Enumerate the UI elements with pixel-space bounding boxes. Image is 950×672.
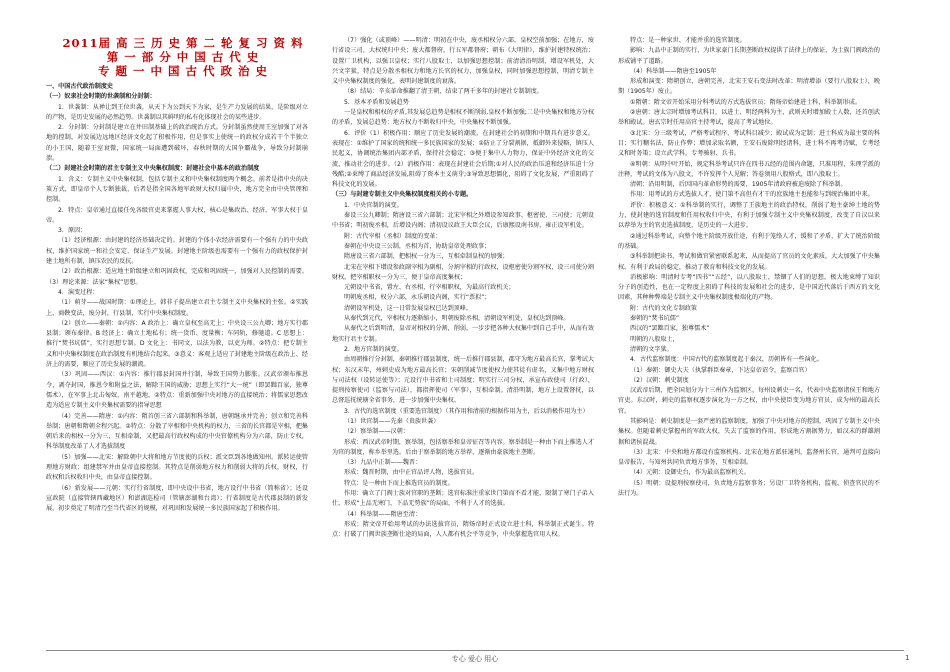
paragraph: （5）加强——北宋：解除朝中大将和地方节度使的兵权；派文臣到各地做知州。派转运使管理地方财政；组建禁军并由皇帝直接控制。其特点是削弱地方权力和削弱大将的兵权，财权，行政权和兵权收归中央，由皇帝直接控制。 xyxy=(46,453,308,482)
paragraph: （3）九品中正制——魏晋： xyxy=(344,459,422,467)
paragraph: （2）汉朝：刺史制度 xyxy=(630,376,689,384)
paragraph: 北宋在宰相下增设参政副宰相为副相，分割宰相的行政权，设枢密使分割军权，设三司使分割财权。把宰相职权一分为三，便于皇帝高度集权； xyxy=(332,263,594,281)
paragraph: （1）萌芽——战国时期：①理论上，韩非子提出建立君主专制主义中央集权的主张。②实践上，商鞅变法，废分封，行县制，实行中央集权制度。 xyxy=(46,299,308,317)
column-middle xyxy=(332,36,594,648)
paragraph: 形成：隋文帝开始用考试的办法选拔官员，隋炀帝时正式设立进士科，科举制正式诞生。特点：打破了门阀世族垄断仕途的局面，人人都有机会平等竞争，中央掌握选官用人权。 xyxy=(332,520,594,539)
paragraph: 形成和演变：隋朝创立，唐朝完善，北宋王安石变法时改革；明清增添（要行八股取士），晚期（1905年）废止。 xyxy=(618,78,880,96)
paragraph: （4）科举制——隋唐至1905年 xyxy=(630,67,717,75)
paragraph: 作用：用考试的方式选拔人才，使门第不高但有才干的庶族地主也能参与到统治集团中来。 xyxy=(630,191,874,199)
paragraph: 秦设三公九卿制；隋唐设三省六部制；北宋宰相之外增设参知政事、枢密使、三司使；元朝设中书省；明初废丞相，后增设内阁；清初设议政王大臣会议，后康熙设南书房，雍正设军机处。 xyxy=(332,212,594,230)
paragraph: ②唐朝：唐太宗时增加考试科目，以进士、明经两科为主，武则天时增加殿士人数，还首创武举和殿试。唐玄宗时任用高官主持考试，提高了考试地位。 xyxy=(618,109,880,127)
paragraph: 明朝的八股取士， xyxy=(630,335,679,343)
paragraph: 2．特点：皇帝通过直接任免各级官吏来掌握人事大权，核心是集政治、经济、军事大权于皇帝。 xyxy=(46,206,308,224)
column-right xyxy=(618,36,880,648)
paragraph: 从秦代到元代，宰相权力逐渐缩小，明朝废除丞相，清朝设军机处，皇权达到顶峰。 xyxy=(344,315,570,323)
paragraph: 2．地方官制的演变。 xyxy=(344,345,403,353)
paragraph: 从秦代之后到明清，皇帝对相权的分割，削弱，一步步把各种大权集中到自己手中，从而有效地实行君主专制。 xyxy=(332,325,594,343)
paragraph: 隋唐设三省六部制，把相权一分为三，互相牵制皇权的加强； xyxy=(344,253,509,261)
paragraph: 形成：西汉武帝时期，察举制，包括察举和皇帝征召等内容。察举制是一种由下而上推选人才为官的制度，称乡举里选。后由于察举制的地方举荐，逐渐由豪族地主垄断。 xyxy=(332,438,594,456)
paragraph: 评价：积极意义：①科举制的实行，调整了王族地主的政治特权，削弱了地主豪绅土地的势力，使封建的选官制度和任用权收归中央，有利于加强专制主义中央集权制度，改变了自汉以来以荐举为主的官吏选拔制度，是历史的一大进步。 xyxy=(618,201,880,230)
column-left-body xyxy=(46,82,308,514)
section-heading: （一）奴隶社会时期的世袭制和分封制： xyxy=(46,93,156,101)
paragraph: 形成：魏晋时期，由中正官品评人物，选拔官员。 xyxy=(344,469,479,477)
page-number: 1 xyxy=(905,654,910,662)
paragraph: 其影响是：刺史制度是一套严密的监察制度，加强了中央对地方的控制，巩固了专制主义中央集权。但随着刺史掌握州的军政大权，失去了监察的作用，形成地方割据势力，如汉末的群雄割据和诸侯混战。 xyxy=(618,417,880,446)
paragraph: （2）政治根源：适应地主阶级建立和巩固政权，完成和巩固统一，加强对人民控制的需要。（3）理论来源：法家“集权”思想。 xyxy=(46,268,308,286)
paragraph: 特点：是一种家世、才能并重的选官制度。 xyxy=(630,37,746,44)
column-left xyxy=(46,36,308,648)
paragraph: 特点：是一种由下而上推选官员的制度。 xyxy=(344,479,454,487)
footer-rule xyxy=(46,650,904,651)
paragraph: 秦朝的“焚书坑儒” xyxy=(630,315,679,323)
paragraph: （2）创立——秦朝：①内容：A 政治上：确立皇权至高无上；中央设三公九卿；地方实行郡县制；颁布秦律。B 经济上：确立土地私有；统一货币、度量衡；车同轨，修驰道。C 思想上：推行“焚书坑儒”，实行思想专制。D 文化上：书同文，以法为教，以吏为师。②特点：把专制主义和中央集权制度在政治制度有机地结合起来。③意义：客观上适应了封建地主阶级在政治上、经济上的需要，顺应了历史发展的潮流。 xyxy=(46,319,308,369)
paragraph: 汉武帝后期，把全国划分为十三州作为监察区，每州设刺史一名，代表中央监察诸侯王和地方官吏。东汉时，刺史的监察权逐步演化为一方之权，由中央使臣变为地方官员，成为州的最高长官。 xyxy=(618,387,880,415)
paragraph: 4．演变过程： xyxy=(58,288,99,296)
paragraph: ①隋朝：隋文帝开始采用分科考试的方式选拔官员；隋炀帝始建进士科，科举制形成。 xyxy=(630,98,861,106)
paragraph: 作用：确立了门阀士族对官职的垄断；选官标准注重家世门第而不看才能，限制了寒门子弟入仕，形成“上品无寒门，下品无势族”的局面，不利于人才的选拔。 xyxy=(332,490,594,508)
paragraph: 西汉的“罢黜百家，独尊儒术” xyxy=(630,325,710,333)
paragraph: （6）新发展——元朝：实行行省制度，即中央设中书省，地方设行中书省（简称省）；还设宣政院（直接管辖西藏地区）和澎湖巡检司（管辖澎湖和台湾）；行省制度是古代郡县制的新发展，初步奠定了明清乃至当代省区的规模，对巩固和发展统一多民族国家起了积极作用。 xyxy=(46,484,308,513)
paragraph: 1．中央官制的演变。 xyxy=(344,201,403,209)
paragraph: ③北宋：分三级考试，严格考试程序，考试科目减少；殿试成为定制；进士科成为最主要的科目；实行糊名法，防止作弊；增加录取名额，王安石废除明经诸科，进士科不再考诗赋，专考经义和时务策；设立武学科，专考骑射、兵书。 xyxy=(618,129,880,158)
document-title xyxy=(46,36,308,78)
paragraph: （7）强化（或顶峰）——明清：明初在中央，废丞相权分六部，皇权空前加强；在地方，废行省设三司，大权统归中央；废大都督府，行五军都督府；朝布《大明律》，维护封建特权统治；设置厂卫机构，以强卫皇权；实行八股取士，以加强思想控制；前清清沿明制，增设军机处，大兴文字狱，特点是分散丞相权力和地方长官的权力，加强皇权，同时加强思想控制，明清专制主义中央集权制度的强化，表明封建制度的衰落。 xyxy=(332,37,594,86)
paragraph: 一是皇权和相权的矛盾,其发展总趋势是相权不断削弱,皇权不断加强;二是中央集权和地方分权的矛盾，发展总趋势：地方权力不断收归中央，中央集权不断加强。 xyxy=(332,109,594,127)
paragraph: （1）经济根源：由封建的经济基础决定的。封建的个体小农经济需要有一个强有力的中央政权，维护国家统一和社会安定，保证生产发展。封建地主阶级也需要有一个强有力的政权保护封建土地所有制，镇压农民的反抗。 xyxy=(46,237,308,266)
paragraph: （1）世官制——先秦（贵族世袭） xyxy=(344,417,440,425)
paragraph: 3．古代的选官制度（重要选官制度）（其作用和清前的根据作用为主，后以消极作用为主） xyxy=(344,407,589,415)
paragraph: 5．基本矛盾和发展趋势 xyxy=(344,98,409,106)
paragraph: （3）北宋：中央和地方都设有监察机构。北宋在地方派驻通判，监督州长官，通判可直接向皇帝报告，与知州共同负责地方事务，互相牵制。 xyxy=(618,448,880,467)
section-heading: （三）与封建专制主义中央集权制度相关的小专题。 xyxy=(332,191,473,199)
paragraph: 消极影响：明清时专考“四书”“五经”，以八股取士，禁锢了人们的思想，极大地束缚了知识分子的创造性，也在一定程度上阻碍了科技的发展和社会的进步，是中国近代落后于西方的文化因素，其种种弊端是专制主义中央集权制度极端化的产物。 xyxy=(618,273,880,302)
paragraph: （1）秦朝：御史大夫（执掌群臣奏章，下达皇帝诏令，监察百官） xyxy=(630,366,811,374)
title-line-2: 第 一 部 分 中 国 古 代 史 xyxy=(106,50,260,64)
paragraph: 3．原因： xyxy=(58,227,87,235)
paragraph: ④明朝：从明中叶开始，规定科举考试只许在四书五经的范围内命题，只准用程，朱理学派的注释，考试的文体为八股文，不许发挥个人见解；答卷须用八股格式，即八股取士。 xyxy=(618,160,880,178)
paragraph: 2．分封制：分封制是建立在井田制基础上的政治统治方式。分封制虽然使周王室加强了对各地的控制，对发展边远地区经济文化起了积极作用，但是事实上使统一的政权分成若干个半独立的小王国，随着王室衰微，国家统一局面遭到破坏，春秋时期的大国争霸战争，导致分封制崩溃。 xyxy=(46,124,308,163)
paragraph: ③科举制把读书、考试和做官紧密联系起来，从而提高了官员的文化素质，大大加强了中央集权。有利于政局的稳定，推动了教育和科技文化的发展。 xyxy=(618,253,880,271)
paragraph: （2）察举制——汉朝： xyxy=(344,428,409,436)
paragraph: 4．古代监察制度：中国古代的监察制度起于秦汉，历朝皆有一些演化。 xyxy=(630,356,823,364)
paragraph: 附：古代宰相（丞相）制度的变革： xyxy=(344,232,442,240)
paragraph: ②通过科举考试，向整个地主阶级开放仕途，有利于笼络人才，缓和了矛盾，扩大了统治阶级的基础。 xyxy=(618,232,880,250)
column-right-body xyxy=(618,36,880,499)
section-heading: 一、中国古代政治制度史 xyxy=(46,83,114,90)
paragraph: 秦朝在中央设三公制，丞相为首，协助皇帝处理政事； xyxy=(344,242,491,250)
paragraph: 清朝设军机处，这一日常发展皇权已达到顶峰。 xyxy=(344,304,472,312)
paragraph: （3）巩固——西汉：①内容：推行郡县封国并行制，导致王国势力膨胀。汉武帝颁布推恩令，剥夺封国，推恩令和附益之法，解除王国的威胁；思想上实行“大一统”（即罢黜百家，独尊儒术），在军事上北击匈奴，南平越地。②特点：重新加强中央对地方的直接统治；将儒家思想改造为适应专制主义中央集权需要的指导思想 xyxy=(46,371,308,410)
paragraph: 清朝：沿用明制，后因国内革命形势的需要，1905年清政府被迫废除了科举制。 xyxy=(630,181,847,189)
paragraph: （5）明朝：设提刑按察使司，负责地方监察事务；另设厂卫特务机构，监视、侦查官民的不法行为。 xyxy=(618,479,880,498)
paragraph: （8）结局：辛亥革命推翻了清王朝，结束了两千多年的封建社专制制度。 xyxy=(344,88,543,96)
paragraph: 元朝设中书省，置左、右丞相，行宰相职权，为最高行政机关； xyxy=(344,284,515,292)
title-line-3: 专 题 一 中 国 古 代 政 治 史 xyxy=(97,64,269,78)
paragraph: 1．含义：专制主义中央集权制，包括专制主义和中央集权制度两个概念。前者是指中央的决策方式，即皇帝个人专断独裁，后者是指全国各地军政财大权归属中央，地方完全由中央管理和控制。 xyxy=(46,175,308,204)
paragraph: 1．世袭制：从禅让到王位世袭，从天下为公到天下为家，是生产力发展的结果，是阶级对立的产物，是历史发展的必然趋势。世袭制以其鲜明的私有化体现社会的某些进步。 xyxy=(46,103,308,121)
paragraph: 清朝的文字狱。 xyxy=(630,345,673,353)
paragraph: 附：古代的文化专制政策 xyxy=(630,304,698,312)
title-line-1: 2011届 高 三 历 史 第 二 轮 复 习 资 料 xyxy=(62,36,304,50)
section-heading: （二）封建社会时期的君主专制主义中央集权制度：封建社会中基本的政治制度 xyxy=(46,165,260,173)
paragraph: 明朝废丞相，权分六部，永乐朝设内阁，实行“票拟”； xyxy=(344,294,491,302)
paragraph: 由周朝推行分封制，秦朝推行郡县制度，统一后推行郡县制，郡守为地方最高长官，掌考试大权；东汉末年，州刺史成为地方最高长官；宋朝削减节度使权力使其徒有虚名，又集中地方财权与司法权（设转运使等）；元设行中书省和土司制度；明实行三司分权，承宣布政使司（行政），提刑按察使司（监察与司法），都指挥使司（军事），互相牵制。清沿明制，地方上设置督抚，以总督巡抚统辖全省事务，进一步加强中央集权。 xyxy=(332,356,594,405)
paragraph: 影响：九品中正制的实行，为世家豪门长期垄断政权提供了法律上的保证，为士族门阀政治的形成铺平了道路。 xyxy=(618,47,880,65)
paragraph: （4）完善——隋唐：①内容：隋首创三省六部制和科举制，唐朝继承并完善；创立和完善科举制；唐朝和隋朝全程兴起。②特点：分散了宰相和中央机构的权力，三省的长官都是宰相，把集朝后来的相权一分为三，互相牵制，又把最高行政权构成的中央官僚机构分为六部，防止专权，科举制度改革了人才选拔制度 xyxy=(46,412,308,451)
column-middle-body xyxy=(332,36,594,541)
paragraph: （4）元朝：设御史台，作为最高监察机关。 xyxy=(630,469,750,477)
paragraph: 6．评价（1）积极作用：顺应了历史发展的潮流，在封建社会的初期和中期具有进步意义。表现在：①维护了国家的统和统一多民族国家的发展；②防止了分裂割据，抵御外来侵略，镇压人民起义，协调统治集团内部矛盾，保持社会稳定；③便于集中人力物力，保证中外经济文化的交流，推动社会的进步。（2）消极作用：表现在封建社会后期;①对人民的政治压迫和经济压迫十分残酷;②束缚了商品经济发展,阻碍了资本主义萌芽;③导致思想僵化，阻碍了文化发展，严重阻碍了科技文化的发展。 xyxy=(332,129,594,189)
paragraph: （4）科举制——隋唐至清： xyxy=(344,510,422,518)
footer-motto: 专心 爱心 用心 xyxy=(451,655,499,663)
